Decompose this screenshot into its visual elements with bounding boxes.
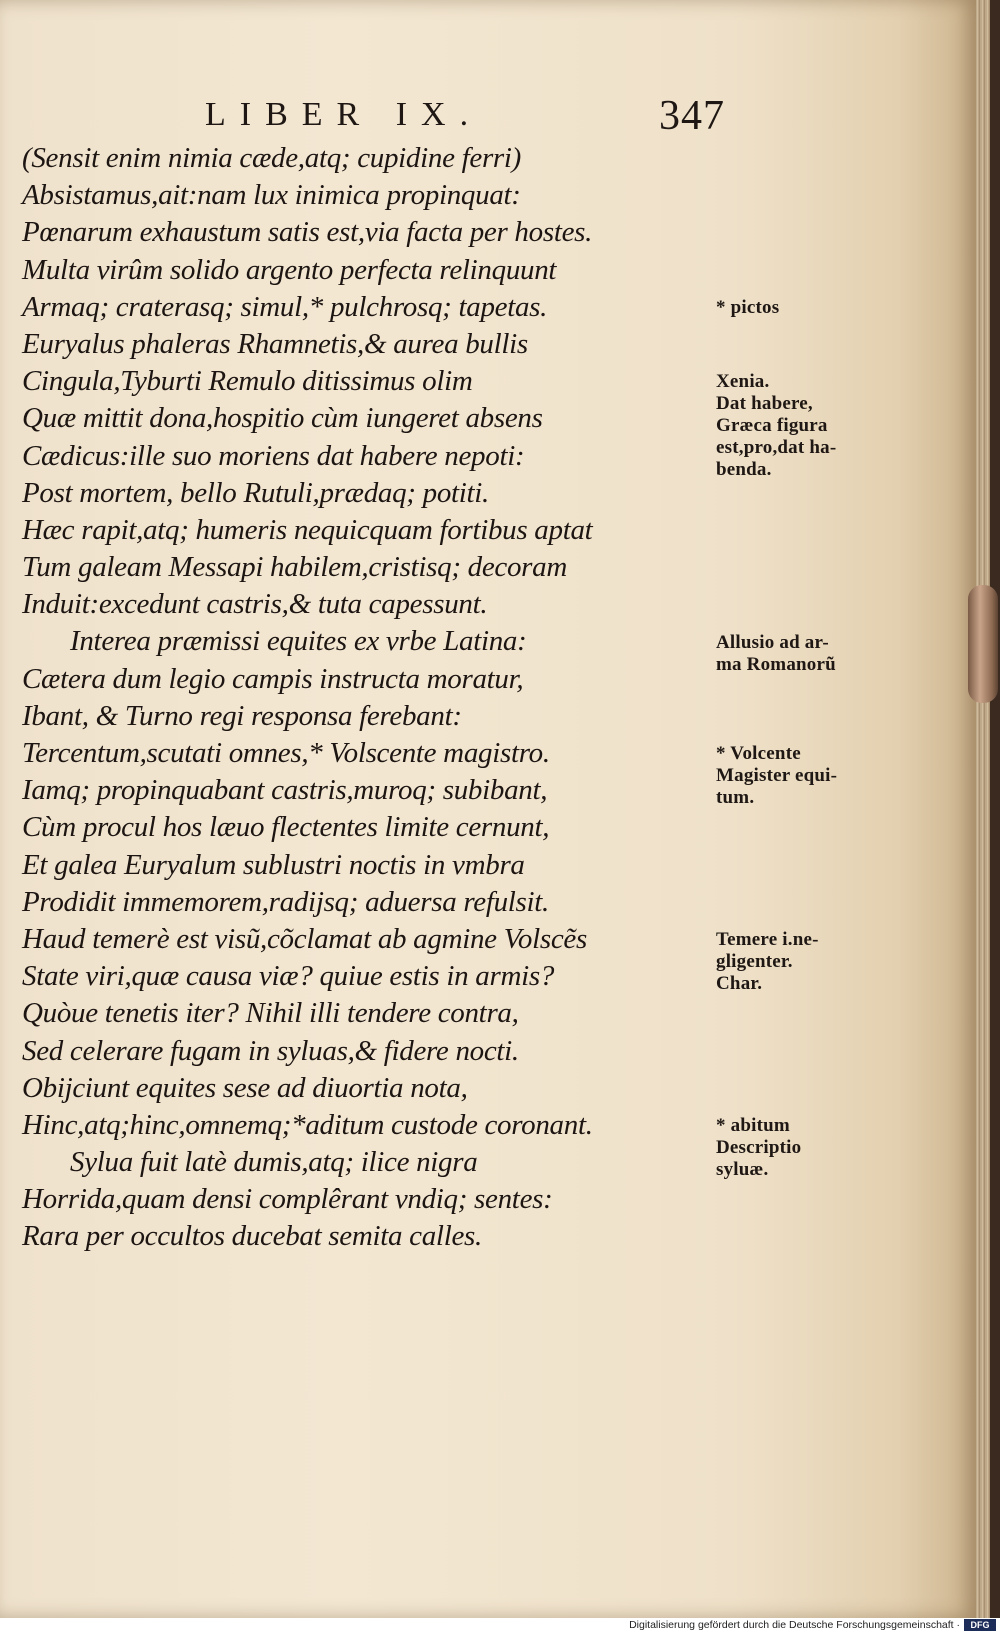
verse-line: State viri,quæ causa viæ? quiue estis in armis? xyxy=(22,960,555,993)
verse-line: Interea præmissi equites ex vrbe Latina: xyxy=(70,625,527,658)
book-clamp xyxy=(968,585,998,703)
verse-line: Rara per occultos ducebat semita calles. xyxy=(22,1220,482,1253)
verse-line: (Sensit enim nimia cæde,atq; cupidine ferri) xyxy=(22,142,522,174)
page-number: 347 xyxy=(659,93,725,139)
marginal-note xyxy=(716,1115,896,1181)
marginal-note-line: Magister equi- xyxy=(716,765,838,787)
marginal-note-line: est,pro,dat ha- xyxy=(716,437,837,459)
verse-line: Tercentum,scutati omnes,* Volscente magistro. xyxy=(22,737,550,769)
marginal-note-line: * pictos xyxy=(716,296,780,318)
marginal-note-line: Græca figura xyxy=(716,415,828,437)
dfg-logo: DFG xyxy=(964,1619,996,1631)
verse-line: Quæ mittit dona,hospitio cùm iungeret absens xyxy=(22,402,543,435)
verse-line: Post mortem, bello Rutuli,prædaq; potiti. xyxy=(22,476,489,509)
verse-line: Ibant, & Turno regi responsa ferebant: xyxy=(22,699,462,732)
marginal-note-line: benda. xyxy=(716,459,772,481)
verse-line: Hinc,atq;hinc,omnemq;*aditum custode coronant. xyxy=(22,1108,593,1141)
verse-line: Sylua fuit latè dumis,atq; ilice nigra xyxy=(70,1146,478,1179)
verse-line: Haud temerè est visũ,cõclamat ab agmine Volscẽs xyxy=(22,922,587,955)
page-edge xyxy=(976,0,990,1618)
marginal-note-line: ma Romanorũ xyxy=(716,653,836,675)
marginal-note-line: * Volcente xyxy=(716,743,801,765)
marginal-note-line: gligenter. xyxy=(716,951,793,973)
funding-credit: Digitalisierung gefördert durch die Deutsche Forschungsgemeinschaft · xyxy=(629,1619,960,1631)
marginal-note-line: tum. xyxy=(716,787,755,809)
verse-line: Hæc rapit,atq; humeris nequicquam fortibus aptat xyxy=(22,513,593,546)
verse-line: Iamq; propinquabant castris,muroq; subibant, xyxy=(22,774,548,807)
verse-line: Cætera dum legio campis instructa moratur, xyxy=(22,662,524,695)
verse-line: Sed celerare fugam in syluas,& fidere nocti. xyxy=(22,1034,519,1067)
verse-line: Absistamus,ait:nam lux inimica propinquat: xyxy=(22,179,521,212)
marginal-note-line: Temere i.ne- xyxy=(716,929,819,951)
verse-line: Tum galeam Messapi habilem,cristisq; decoram xyxy=(22,551,568,584)
marginal-note-line: syluæ. xyxy=(716,1159,769,1181)
marginal-note xyxy=(716,297,896,319)
verse-line: Prodidit immemorem,radijsq; aduersa refulsit. xyxy=(22,885,550,918)
verse-line: Armaq; craterasq; simul,* pulchrosq; tapetas. xyxy=(22,290,548,323)
verse-line: Cingula,Tyburti Remulo ditissimus olim xyxy=(22,365,473,398)
digitization-footer xyxy=(0,1618,1000,1632)
marginal-note-line: * abitum xyxy=(716,1115,790,1137)
verse-line: Obijciunt equites sese ad diuortia nota, xyxy=(22,1071,468,1104)
marginal-note-line: Dat habere, xyxy=(716,393,813,415)
marginal-note-line: Descriptio xyxy=(716,1137,802,1159)
verse-line: Quòue tenetis iter? Nihil illi tendere contra, xyxy=(22,997,519,1030)
marginal-note xyxy=(716,929,896,995)
verse-line: Induit:excedunt castris,& tuta capessunt. xyxy=(22,588,488,621)
verse-line: Cædicus:ille suo moriens dat habere nepoti: xyxy=(22,439,525,472)
verse-line: Pœnarum exhaustum satis est,via facta per hostes. xyxy=(22,216,593,249)
running-title: LIBER IX. xyxy=(205,96,483,133)
verse-line: Euryalus phaleras Rhamnetis,& aurea bullis xyxy=(22,327,528,360)
marginal-note xyxy=(716,632,896,676)
marginal-note xyxy=(716,743,896,809)
verse-line: Multa virûm solido argento perfecta relinquunt xyxy=(22,253,557,286)
marginal-note-line: Xenia. xyxy=(716,371,770,393)
marginal-note xyxy=(716,371,896,481)
marginal-note-line: Allusio ad ar- xyxy=(716,631,829,653)
verse-line: Horrida,quam densi complêrant vndiq; sentes: xyxy=(22,1183,553,1216)
verse-line: Et galea Euryalum sublustri noctis in vmbra xyxy=(22,848,525,881)
verse-list xyxy=(22,140,712,1256)
verse-line: Cùm procul hos læuo flectentes limite cernunt, xyxy=(22,811,550,844)
marginal-note-line: Char. xyxy=(716,973,763,995)
